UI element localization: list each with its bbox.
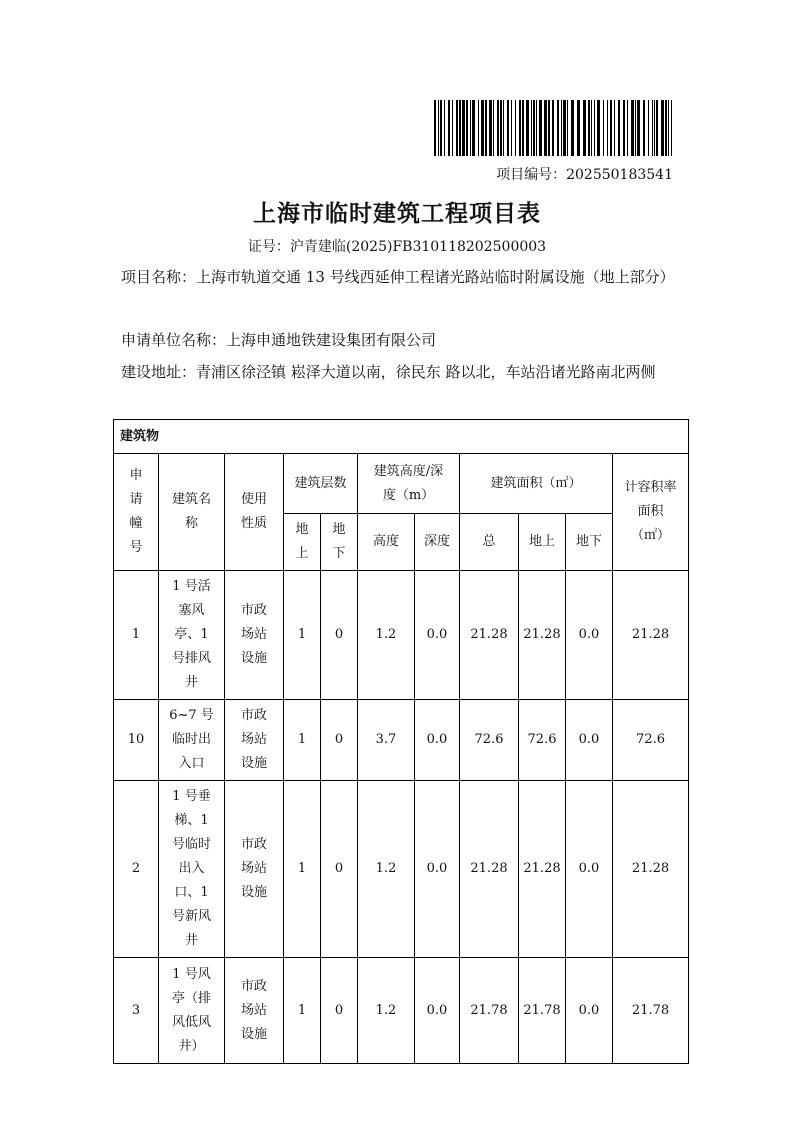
- header-area: 建筑面积（㎡）: [460, 454, 613, 514]
- applicant-value: 上海申通地铁建设集团有限公司: [226, 331, 437, 349]
- cell-usage: 市政场站设施: [225, 571, 284, 700]
- table-row: [114, 571, 689, 700]
- cell-height: 1.2: [358, 958, 415, 1064]
- cell-below: 0: [321, 781, 358, 958]
- cell-no: 2: [114, 781, 159, 958]
- cell-far: 21.28: [613, 571, 689, 700]
- cell-far: 21.28: [613, 781, 689, 958]
- header-area-total: 总: [460, 514, 519, 571]
- section-title: 建筑物: [114, 420, 689, 454]
- cell-below: 0: [321, 571, 358, 700]
- cell-no: 3: [114, 958, 159, 1064]
- project-number: [496, 164, 673, 184]
- barcode-image: [434, 100, 674, 156]
- certificate-label: 证号：: [247, 239, 290, 255]
- cell-usage: 市政场站设施: [225, 781, 284, 958]
- cell-area-below: 0.0: [566, 571, 613, 700]
- cell-below: 0: [321, 958, 358, 1064]
- header-row-1: [114, 454, 689, 514]
- page-title: 上海市临时建筑工程项目表: [253, 200, 541, 227]
- header-floors-below: 地下: [321, 514, 358, 571]
- cell-depth: 0.0: [415, 571, 460, 700]
- cell-depth: 0.0: [415, 958, 460, 1064]
- cell-area-below: 0.0: [566, 958, 613, 1064]
- header-height-depth: 建筑高度/深度（m）: [358, 454, 460, 514]
- address-label: 建设地址：: [121, 363, 197, 381]
- certificate-number: [0, 236, 794, 256]
- cell-depth: 0.0: [415, 781, 460, 958]
- cell-height: 3.7: [358, 700, 415, 781]
- cell-height: 1.2: [358, 571, 415, 700]
- cell-height: 1.2: [358, 781, 415, 958]
- cell-total: 21.78: [460, 958, 519, 1064]
- cell-below: 0: [321, 700, 358, 781]
- cell-area-above: 72.6: [519, 700, 566, 781]
- cell-name: 1 号风亭（排风低风井）: [159, 958, 225, 1064]
- header-bldg-no: 申请幢号: [114, 454, 159, 571]
- address-value: 青浦区徐泾镇 崧泽大道以南，徐民东 路以北，车站沿诸光路南北两侧: [196, 363, 656, 381]
- certificate-value: 沪青建临(2025)FB310118202500003: [289, 239, 547, 255]
- header-height: 高度: [358, 514, 415, 571]
- cell-above: 1: [284, 571, 321, 700]
- cell-no: 10: [114, 700, 159, 781]
- cell-name: 6~7 号临时出入口: [159, 700, 225, 781]
- cell-above: 1: [284, 958, 321, 1064]
- cell-above: 1: [284, 700, 321, 781]
- section-row: [114, 420, 689, 454]
- project-name: [121, 262, 681, 293]
- cell-total: 21.28: [460, 781, 519, 958]
- applicant-label: 申请单位名称：: [121, 331, 227, 349]
- cell-area-above: 21.28: [519, 571, 566, 700]
- cell-far: 21.78: [613, 958, 689, 1064]
- cell-total: 21.28: [460, 571, 519, 700]
- cell-above: 1: [284, 781, 321, 958]
- header-floors-above: 地上: [284, 514, 321, 571]
- cell-name: 1 号垂梯、1 号临时出入口、1 号新风井: [159, 781, 225, 958]
- header-floors: 建筑层数: [284, 454, 358, 514]
- construction-address: [121, 357, 681, 388]
- header-name: 建筑名称: [159, 454, 225, 571]
- cell-usage: 市政场站设施: [225, 700, 284, 781]
- header-usage: 使用性质: [225, 454, 284, 571]
- cell-area-below: 0.0: [566, 781, 613, 958]
- cell-area-above: 21.78: [519, 958, 566, 1064]
- cell-total: 72.6: [460, 700, 519, 781]
- project-name-value: 上海市轨道交通 13 号线西延伸工程诸光路站临时附属设施（地上部分）: [196, 268, 675, 286]
- building-table: [113, 419, 689, 1064]
- header-area-below: 地下: [566, 514, 613, 571]
- cell-depth: 0.0: [415, 700, 460, 781]
- cell-name: 1 号活塞风亭、1 号排风井: [159, 571, 225, 700]
- cell-area-below: 0.0: [566, 700, 613, 781]
- cell-area-above: 21.28: [519, 781, 566, 958]
- project-number-label: 项目编号：: [496, 167, 567, 183]
- project-number-value: 202550183541: [566, 167, 673, 183]
- cell-far: 72.6: [613, 700, 689, 781]
- cell-usage: 市政场站设施: [225, 958, 284, 1064]
- table-row: [114, 958, 689, 1064]
- applicant: [121, 325, 681, 356]
- header-far-area: 计容积率面积（㎡）: [613, 454, 689, 571]
- table-row: [114, 781, 689, 958]
- project-name-label: 项目名称：: [121, 268, 197, 286]
- header-area-above: 地上: [519, 514, 566, 571]
- table-row: [114, 700, 689, 781]
- cell-no: 1: [114, 571, 159, 700]
- header-depth: 深度: [415, 514, 460, 571]
